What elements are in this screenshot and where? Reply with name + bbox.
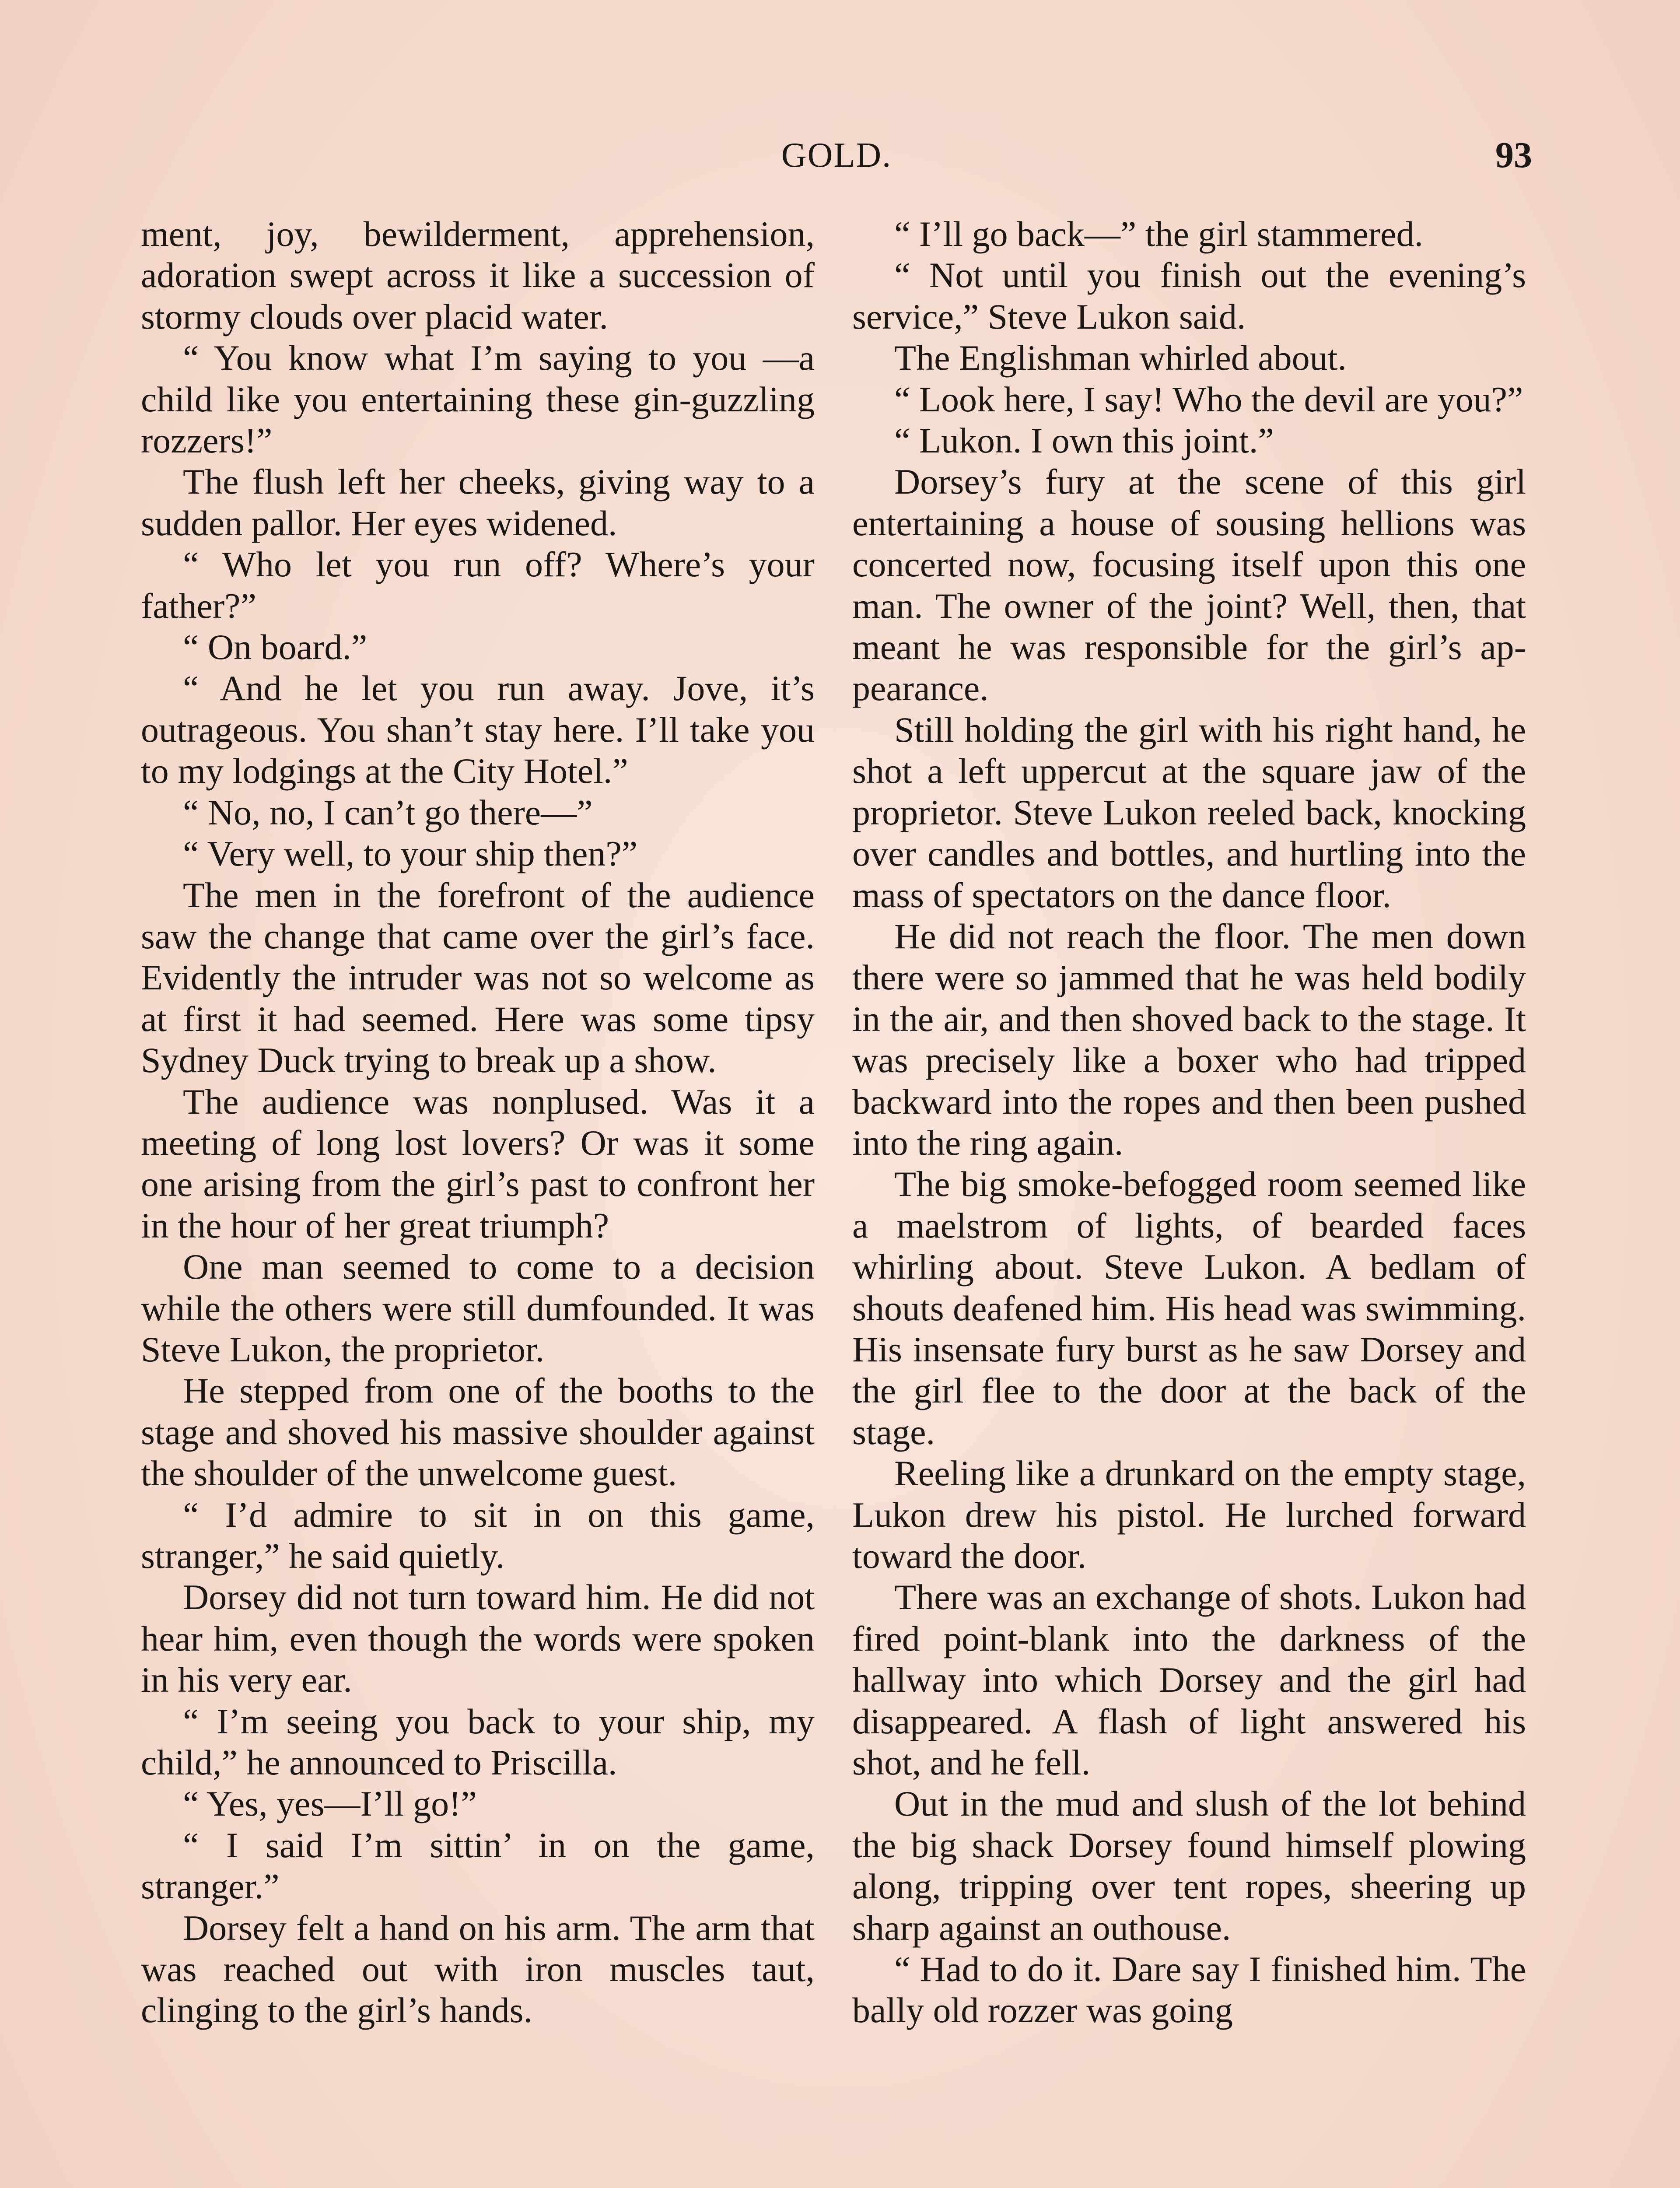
paragraph: Dorsey’s fury at the scene of this girl entertaining a house of sousing hellions was concerted now, focusing itself upon this one man. The owner of the joint? Well, then, that meant he was responsible for the girl’s appearance. [852, 462, 1526, 708]
paragraph: Dorsey felt a hand on his arm. The arm that was reached out with iron muscles taut, clinging to the girl’s hands. [141, 1907, 815, 2030]
paragraph: “ I said I’m sittin’ in on the game, stranger.” [141, 1825, 815, 1907]
paragraph: There was an exchange of shots. Lukon had fired point-blank into the darkness of the hallway into which Dorsey and the girl had disappeared. A flash of light answered his shot, and he fell. [852, 1577, 1526, 1783]
paragraph: Out in the mud and slush of the lot behind the big shack Dorsey found himself plowing along, tripping over tent ropes, sheering up sharp against an outhouse. [852, 1784, 1526, 1948]
paragraph: “ Not until you finish out the evening’s service,” Steve Lukon said. [852, 255, 1526, 337]
paragraph: The Englishman whirled about. [894, 338, 1347, 378]
paragraph: “ I’m seeing you back to your ship, my child,” he announced to Priscilla. [141, 1701, 815, 1783]
paragraph: “ Very well, to your ship then?” [183, 834, 638, 874]
page-number: 93 [1495, 135, 1532, 175]
paragraph: He stepped from one of the booths to the stage and shoved his massive shoulder against the shoulder of the unwelcome guest. [141, 1371, 815, 1494]
paragraph: Still holding the girl with his right hand, he shot a left uppercut at the square jaw of the proprietor. Steve Lukon reeled back, knocking over candles and bottles, and hurtling into the mass of spectators on the dance floor. [852, 709, 1526, 915]
page-header [141, 131, 1532, 179]
paragraph: He did not reach the floor. The men down there were so jammed that he was held bodily in the air, and then shoved back to the stage. It was precisely like a boxer who had tripped backward into the ropes and then been pushed into the ring again. [852, 916, 1526, 1163]
running-title: GOLD. [781, 136, 892, 175]
paragraph: The flush left her cheeks, giving way to a sudden pallor. Her eyes widened. [141, 462, 815, 543]
paragraph: One man seemed to come to a decision while the others were still dumfounded. It was Steve Lukon, the proprietor. [141, 1247, 815, 1369]
paragraph: “ Had to do it. Dare say I finished him. The bally old rozzer was going [852, 1949, 1526, 2030]
paragraph: The men in the forefront of the audience saw the change that came over the girl’s face. Evidently the intruder was not so welcome as at first it had seemed. Here was some tipsy Sydney Duck trying to break up a show. [141, 875, 815, 1080]
left-text-column [141, 214, 815, 2031]
paragraph: “ Lukon. I own this joint.” [894, 421, 1274, 461]
paragraph: “ You know what I’m saying to you —a child like you entertaining these gin-guzzling rozzers!” [141, 338, 815, 461]
paragraph: Dorsey did not turn toward him. He did not hear him, even though the words were spoken in his very ear. [141, 1577, 815, 1700]
paragraph: The big smoke-befogged room seemed like a maelstrom of lights, of bearded faces whirling about. Steve Lukon. A bedlam of shouts deafened him. His head was swimming. His insensate fury burst as he saw Dorsey and the girl flee to the door at the back of the stage. [852, 1164, 1526, 1452]
paragraph: ment, joy, bewilderment, apprehension, adoration swept across it like a succession of stormy clouds over placid water. [141, 214, 815, 337]
paragraph: “ On board.” [183, 627, 368, 667]
paragraph: “ I’d admire to sit in on this game, stranger,” he said quietly. [141, 1494, 815, 1576]
paragraph: “ Who let you run off? Where’s your father?” [141, 544, 815, 626]
paragraph: “ No, no, I can’t go there—” [183, 792, 593, 832]
paragraph: “ I’ll go back—” the girl stammered. [894, 214, 1424, 254]
paragraph: “ And he let you run away. Jove, it’s outrageous. You shan’t stay here. I’ll take you to my lodgings at the City Hotel.” [141, 668, 815, 791]
paragraph: “ Yes, yes—I’ll go!” [183, 1784, 477, 1824]
right-text-column [852, 214, 1526, 2031]
paragraph: “ Look here, I say! Who the devil are you?” [894, 379, 1523, 419]
paragraph: The audience was nonplused. Was it a meeting of long lost lovers? Or was it some one arising from the girl’s past to confront her in the hour of her great triumph? [141, 1081, 815, 1245]
paragraph: Reeling like a drunkard on the empty stage, Lukon drew his pistol. He lurched forward toward the door. [852, 1453, 1526, 1576]
